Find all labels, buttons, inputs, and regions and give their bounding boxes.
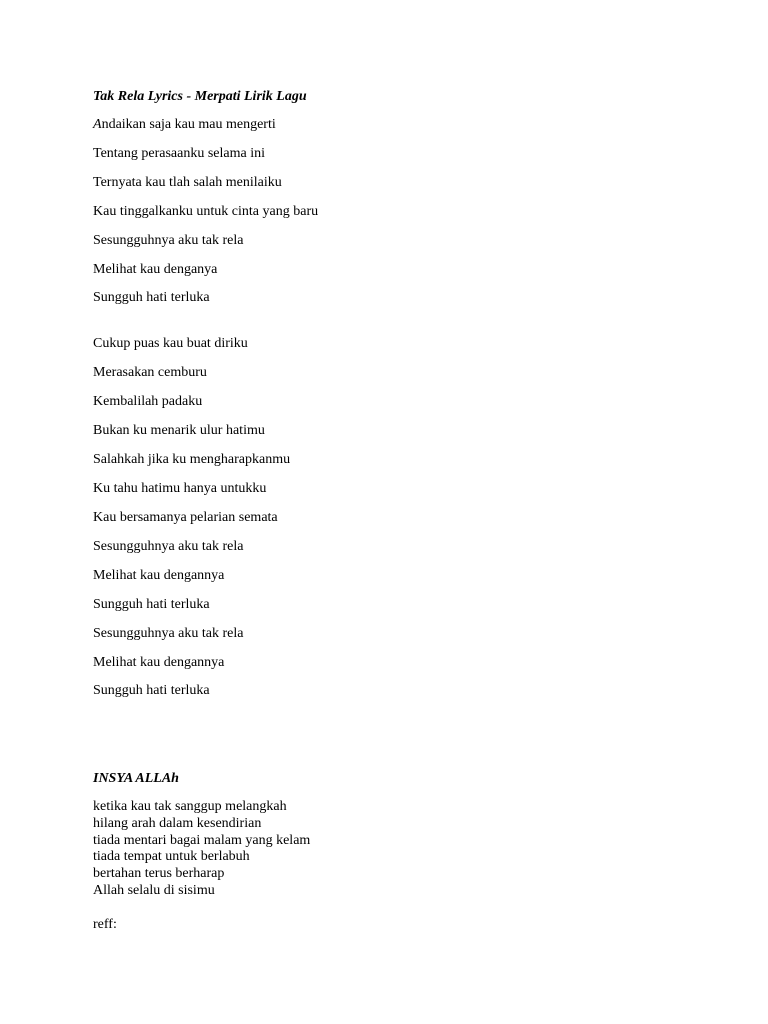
lyric-line: Ku tahu hatimu hanya untukku (93, 481, 267, 496)
lyric-line: Allah selalu di sisimu (93, 882, 215, 898)
lyric-line: ketika kau tak sanggup melangkah (93, 799, 287, 814)
song1-title: Tak Rela Lyrics - Merpati Lirik Lagu (93, 89, 307, 104)
lyric-line: Ternyata kau tlah salah menilaiku (93, 175, 282, 190)
lyric-line: Cukup puas kau buat diriku (93, 336, 248, 351)
reff-label: reff: (93, 917, 117, 932)
lyric-line: Sesungguhnya aku tak rela (93, 626, 244, 641)
lyric-line: Melihat kau dengannya (93, 655, 225, 670)
lyric-line: Melihat kau dengannya (93, 568, 225, 583)
lyric-line: Kau bersamanya pelarian semata (93, 510, 278, 525)
song2-title: INSYA ALLAh (93, 771, 179, 786)
lyric-line: Sungguh hati terluka (93, 597, 210, 612)
lyric-line: Merasakan cemburu (93, 365, 207, 380)
lyric-line: tiada mentari bagai malam yang kelam (93, 832, 311, 848)
lyric-line: tiada tempat untuk berlabuh (93, 849, 250, 865)
lyric-line: Tentang perasaanku selama ini (93, 146, 266, 161)
lyric-line: bertahan terus berharap (93, 866, 225, 882)
song2-verse (93, 799, 310, 900)
lyric-line: Kembalilah padaku (93, 394, 203, 409)
lyric-line: Kau tinggalkanku untuk cinta yang baru (93, 204, 319, 219)
song1-first-line (93, 116, 276, 133)
lyric-line: Melihat kau denganya (93, 262, 218, 277)
lyric-line: hilang arah dalam kesendirian (93, 815, 262, 831)
song1-first-line-rest: ndaikan saja kau mau mengerti (101, 117, 276, 132)
lyric-line: Sesungguhnya aku tak rela (93, 539, 244, 554)
lyric-line: Bukan ku menarik ulur hatimu (93, 423, 265, 438)
lyric-line: Sungguh hati terluka (93, 683, 210, 698)
lyric-line: Sesungguhnya aku tak rela (93, 233, 244, 248)
song1-first-line-initial: A (93, 117, 102, 132)
lyric-line: Sungguh hati terluka (93, 290, 210, 305)
lyric-line: Salahkah jika ku mengharapkanmu (93, 452, 291, 467)
